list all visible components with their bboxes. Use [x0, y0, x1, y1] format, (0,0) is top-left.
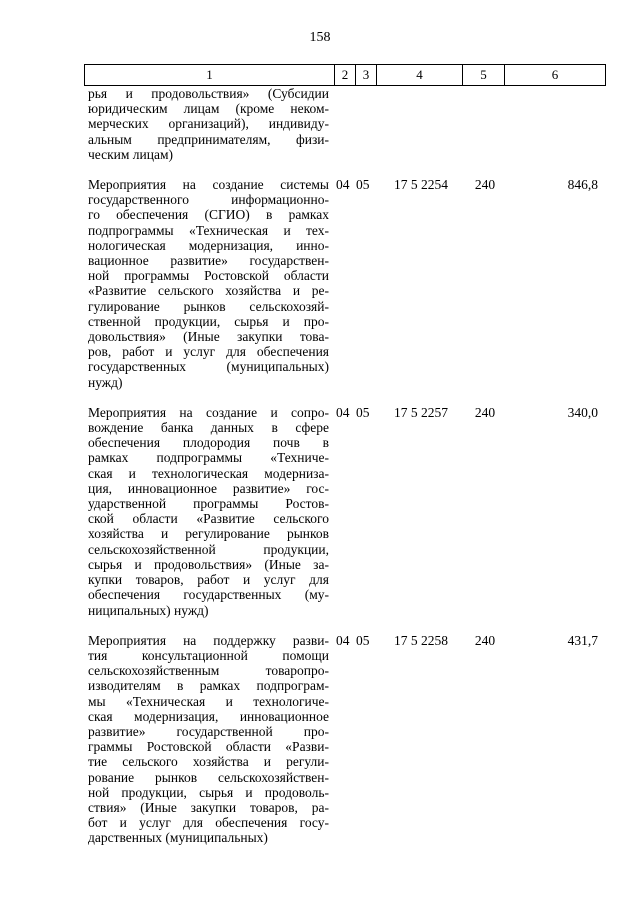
table-row: [84, 177, 604, 390]
row-expense-type: 240: [474, 404, 496, 420]
description-line: Мероприятия на создание системы: [88, 177, 329, 193]
description-line: вождение банка данных в сфере: [88, 420, 329, 436]
description-line: хозяйства и регулирование рынков: [88, 526, 329, 542]
description-line: обеспечения государственных (му-: [88, 587, 329, 603]
row-sum: 431,7: [567, 632, 598, 648]
description-line: рамках подпрограммы «Техниче-: [88, 450, 329, 466]
row-razdel: 04: [336, 632, 350, 648]
header-col-1: 1: [85, 65, 335, 85]
row-expense-type: 240: [474, 177, 496, 193]
table-header: [84, 64, 606, 86]
table-body: [84, 86, 604, 846]
description-line: подпрограммы «Техническая и тех-: [88, 222, 329, 238]
description-line: Мероприятия на поддержку разви-: [88, 632, 329, 648]
header-col-2: 2: [335, 65, 356, 85]
header-col-3: 3: [356, 65, 377, 85]
row-sum: 846,8: [567, 177, 598, 193]
row-target-article: 17 5 2258: [394, 632, 448, 648]
description-line: тия консультационной помощи: [88, 647, 329, 663]
row-razdel: 04: [336, 177, 350, 193]
row-sum: 340,0: [567, 404, 598, 420]
row-description: [84, 633, 329, 846]
table-row: [84, 405, 604, 618]
description-line: альным предпринимателям, физи-: [88, 131, 329, 147]
row-target-article: 17 5 2254: [394, 177, 448, 193]
row-razdel: 04: [336, 404, 350, 420]
row-description: [84, 177, 329, 390]
description-line: ция, инновационное развитие» гос-: [88, 480, 329, 496]
header-col-6: 6: [551, 67, 559, 82]
description-line: мерческих организаций), индивиду-: [88, 116, 329, 132]
row-expense-type: [464, 86, 506, 162]
description-line: граммы Ростовской области «Разви-: [88, 739, 329, 755]
description-line: государственного информационно-: [88, 192, 329, 208]
description-line: нологическая модернизация, инно-: [88, 237, 329, 253]
table-row: [84, 633, 604, 846]
description-line: ческим лицам): [88, 146, 174, 162]
description-line: ной программы Ростовской области: [88, 268, 329, 284]
description-line: сельскохозяйственным товаропро-: [88, 663, 329, 679]
description-line: нужд): [88, 374, 123, 390]
description-line: довольствия» (Иные закупки това-: [88, 329, 329, 345]
row-podrazdel: 05: [356, 632, 370, 648]
row-description: [84, 405, 329, 618]
row-razdel: [336, 86, 356, 162]
description-line: ской области «Развитие сельского: [88, 511, 329, 527]
description-line: изводителям в рамках подпрограм-: [88, 678, 329, 694]
row-podrazdel: 05: [356, 177, 370, 193]
description-line: гулирование рынков сельскохозяй-: [88, 298, 329, 314]
header-col-5: 5: [463, 65, 505, 85]
description-line: «Развитие сельского хозяйства и ре-: [88, 283, 329, 299]
row-target-article: [378, 86, 464, 162]
description-line: ствия» (Иные закупки товаров, ра-: [88, 799, 329, 815]
description-line: рья и продовольствия» (Субсидии: [88, 86, 329, 101]
description-line: бот и услуг для обеспечения госу-: [88, 815, 329, 831]
description-line: рование рынков сельскохозяйствен-: [88, 769, 329, 785]
description-line: юридическим лицам (кроме неком-: [88, 101, 329, 117]
description-line: ров, работ и услуг для обеспечения: [88, 344, 329, 360]
page-number: 158: [309, 30, 331, 45]
description-line: вационное развитие» государствен-: [88, 253, 329, 269]
row-podrazdel: [356, 86, 378, 162]
description-line: государственных (муниципальных): [88, 359, 329, 375]
description-line: ская модернизация, инновационное: [88, 708, 329, 724]
description-line: развитие» государственной про-: [88, 723, 329, 739]
description-line: купки товаров, работ и услуг для: [88, 572, 329, 588]
header-col-4: 4: [377, 65, 463, 85]
row-description: [84, 86, 329, 162]
row-target-article: 17 5 2257: [394, 404, 448, 420]
description-line: го обеспечения (СГИО) в рамках: [88, 207, 329, 223]
description-line: ударственной программы Ростов-: [88, 496, 329, 512]
description-line: Мероприятия на создание и сопро-: [88, 404, 329, 420]
description-line: ниципальных) нужд): [88, 602, 209, 618]
description-line: сельскохозяйственной продукции,: [88, 541, 329, 557]
description-line: ская и технологическая модерниза-: [88, 465, 329, 481]
row-sum: [506, 86, 598, 162]
table-row: [84, 86, 604, 162]
description-line: тие сельского хозяйства и регули-: [88, 754, 329, 770]
description-line: ной продукции, сырья и продоволь-: [88, 784, 329, 800]
description-line: обеспечения плодородия почв в: [88, 435, 329, 451]
description-line: сырья и продовольствия» (Иные за-: [88, 556, 329, 572]
description-line: дарственных (муниципальных): [88, 830, 268, 846]
description-line: мы «Техническая и технологиче-: [88, 693, 329, 709]
row-podrazdel: 05: [356, 404, 370, 420]
row-expense-type: 240: [474, 632, 496, 648]
description-line: ственной продукции, сырья и про-: [88, 313, 329, 329]
